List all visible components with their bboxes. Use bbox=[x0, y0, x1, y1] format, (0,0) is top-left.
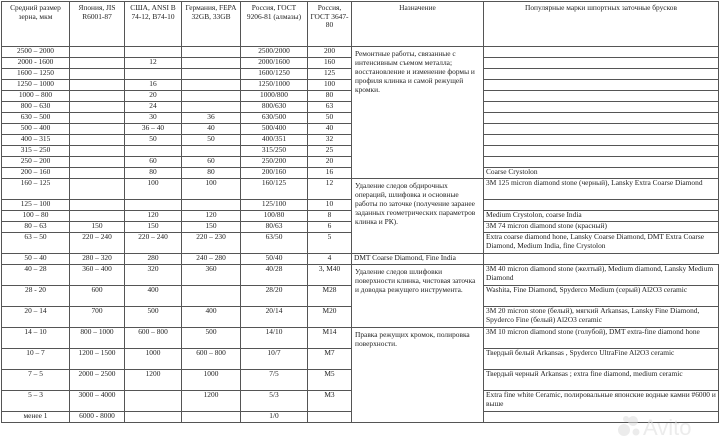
brands-cell: Medium Crystolon, coarse India bbox=[484, 211, 719, 222]
cell-fepa bbox=[182, 286, 241, 307]
brands-cell bbox=[484, 200, 719, 211]
cell-jis bbox=[70, 80, 125, 91]
cell-gost9206: 1/0 bbox=[241, 412, 308, 423]
cell-ansi: 20 bbox=[125, 91, 182, 102]
brands-cell bbox=[484, 102, 719, 113]
cell-jis: 600 bbox=[70, 286, 125, 307]
cell-fepa: 220 – 230 bbox=[182, 233, 241, 254]
brands-cell: Washita, Fine Diamond, Spyderco Medium (серый) Al2O3 ceramic bbox=[484, 286, 719, 307]
cell-gost3647: 80 bbox=[308, 91, 352, 102]
cell-ansi: 120 bbox=[125, 211, 182, 222]
cell-ansi: 320 bbox=[125, 265, 182, 286]
cell-fepa: 1200 bbox=[182, 391, 241, 412]
cell-jis bbox=[70, 200, 125, 211]
purpose-cell: Правка режущих кромок, полировка поверхности. bbox=[352, 328, 484, 423]
purpose-cell: Удаление следов шлифовки поверхности клинка, чистовая заточка и доводка режущего инструмента. bbox=[352, 265, 484, 328]
cell-gost9206: 2500/2000 bbox=[241, 47, 308, 58]
brands-cell bbox=[484, 146, 719, 157]
cell-size: 40 – 28 bbox=[2, 265, 70, 286]
cell-ansi: 150 bbox=[125, 222, 182, 233]
grit-comparison-table bbox=[1, 1, 719, 423]
cell-fepa: 500 bbox=[182, 328, 241, 349]
cell-jis bbox=[70, 113, 125, 124]
cell-gost3647: 25 bbox=[308, 146, 352, 157]
cell-size: 63 – 50 bbox=[2, 233, 70, 254]
cell-ansi: 36 – 40 bbox=[125, 124, 182, 135]
cell-jis: 6000 - 8000 bbox=[70, 412, 125, 423]
cell-jis bbox=[70, 146, 125, 157]
brands-cell: Extra fine white Ceramic, полировальные японские водные камни #6000 и выше bbox=[484, 391, 719, 412]
cell-size: 28 - 20 bbox=[2, 286, 70, 307]
cell-gost9206: 1250/1000 bbox=[241, 80, 308, 91]
cell-size: 100 – 80 bbox=[2, 211, 70, 222]
cell-ansi: 100 bbox=[125, 179, 182, 200]
cell-gost9206: 50/40 bbox=[241, 254, 308, 265]
cell-size: 250 – 200 bbox=[2, 157, 70, 168]
brands-cell: Coarse Crystolon bbox=[484, 168, 719, 179]
cell-gost9206: 14/10 bbox=[241, 328, 308, 349]
cell-gost3647: 125 bbox=[308, 69, 352, 80]
cell-fepa bbox=[182, 58, 241, 69]
cell-size: 125 – 100 bbox=[2, 200, 70, 211]
cell-ansi: 50 bbox=[125, 135, 182, 146]
brands-cell: 3M 20 micron stone (белый), мягкий Arkansas, Lansky Fine Diamond, Spyderco Fine (белый) Al2O3 ceramic bbox=[484, 307, 719, 328]
cell-ansi: 16 bbox=[125, 80, 182, 91]
cell-ansi bbox=[125, 69, 182, 80]
cell-jis: 1200 – 1500 bbox=[70, 349, 125, 370]
cell-fepa bbox=[182, 47, 241, 58]
cell-fepa: 360 bbox=[182, 265, 241, 286]
cell-ansi bbox=[125, 47, 182, 58]
cell-jis bbox=[70, 69, 125, 80]
cell-jis: 3000 – 4000 bbox=[70, 391, 125, 412]
cell-fepa bbox=[182, 200, 241, 211]
header-brands: Популярные марки шпортных заточные брусков bbox=[484, 2, 719, 47]
cell-fepa bbox=[182, 412, 241, 423]
cell-fepa: 1000 bbox=[182, 370, 241, 391]
cell-gost9206: 400/351 bbox=[241, 135, 308, 146]
cell-gost9206: 315/250 bbox=[241, 146, 308, 157]
cell-gost9206: 2000/1600 bbox=[241, 58, 308, 69]
cell-fepa bbox=[182, 146, 241, 157]
cell-size: 800 – 630 bbox=[2, 102, 70, 113]
cell-size: 20 – 14 bbox=[2, 307, 70, 328]
avito-logo-icon bbox=[618, 416, 640, 436]
cell-jis bbox=[70, 47, 125, 58]
table-row bbox=[2, 265, 719, 286]
cell-jis bbox=[70, 58, 125, 69]
cell-ansi bbox=[125, 412, 182, 423]
cell-gost3647: М3 bbox=[308, 391, 352, 412]
cell-gost3647: 16 bbox=[308, 168, 352, 179]
brands-cell bbox=[484, 58, 719, 69]
cell-ansi bbox=[125, 391, 182, 412]
cell-fepa bbox=[182, 80, 241, 91]
cell-size: 160 – 125 bbox=[2, 179, 70, 200]
cell-jis bbox=[70, 102, 125, 113]
cell-size: менее 1 bbox=[2, 412, 70, 423]
brands-cell bbox=[484, 124, 719, 135]
cell-size: 1600 – 1250 bbox=[2, 69, 70, 80]
cell-size: 200 – 160 bbox=[2, 168, 70, 179]
cell-fepa: 50 bbox=[182, 135, 241, 146]
brands-cell: DMT Coarse Diamond, Fine India bbox=[352, 254, 484, 265]
cell-fepa: 240 – 280 bbox=[182, 254, 241, 265]
cell-gost3647: 100 bbox=[308, 80, 352, 91]
cell-size: 2500 – 2000 bbox=[2, 47, 70, 58]
cell-jis bbox=[70, 157, 125, 168]
cell-gost9206: 100/80 bbox=[241, 211, 308, 222]
cell-gost9206: 10/7 bbox=[241, 349, 308, 370]
brands-cell bbox=[484, 91, 719, 102]
cell-gost9206: 125/100 bbox=[241, 200, 308, 211]
cell-size: 400 – 315 bbox=[2, 135, 70, 146]
cell-gost9206: 5/3 bbox=[241, 391, 308, 412]
avito-wordmark: Avito bbox=[643, 415, 692, 440]
header-ansi: США, ANSI B 74-12, B74-10 bbox=[125, 2, 182, 47]
cell-gost3647: М20 bbox=[308, 307, 352, 328]
table-row bbox=[2, 179, 719, 200]
cell-ansi: 80 bbox=[125, 168, 182, 179]
cell-fepa: 36 bbox=[182, 113, 241, 124]
cell-fepa: 100 bbox=[182, 179, 241, 200]
cell-ansi: 400 bbox=[125, 286, 182, 307]
header-jis: Япония, JIS R6001-87 bbox=[70, 2, 125, 47]
cell-fepa: 40 bbox=[182, 124, 241, 135]
brands-cell: Extra coarse diamond hone, Lansky Coarse Diamond, DMT Extra Coarse Diamond, Medium India, fine Crystolon bbox=[484, 233, 719, 254]
cell-size: 1250 – 1000 bbox=[2, 80, 70, 91]
cell-size: 14 – 10 bbox=[2, 328, 70, 349]
cell-gost3647: 10 bbox=[308, 200, 352, 211]
cell-gost3647 bbox=[308, 412, 352, 423]
cell-size: 50 – 40 bbox=[2, 254, 70, 265]
cell-jis bbox=[70, 91, 125, 102]
cell-gost9206: 200/160 bbox=[241, 168, 308, 179]
cell-jis: 800 – 1000 bbox=[70, 328, 125, 349]
brands-cell: 3M 10 micron diamond stone (голубой), DMT extra-fine diamond hone bbox=[484, 328, 719, 349]
cell-fepa: 120 bbox=[182, 211, 241, 222]
cell-gost3647: М5 bbox=[308, 370, 352, 391]
table-row bbox=[2, 254, 719, 265]
cell-gost3647: 50 bbox=[308, 113, 352, 124]
avito-watermark bbox=[616, 411, 712, 441]
table-row bbox=[2, 47, 719, 58]
cell-gost9206: 20/14 bbox=[241, 307, 308, 328]
cell-size: 2000 - 1600 bbox=[2, 58, 70, 69]
cell-jis bbox=[70, 179, 125, 200]
cell-gost3647: М28 bbox=[308, 286, 352, 307]
cell-ansi: 24 bbox=[125, 102, 182, 113]
cell-gost9206: 7/5 bbox=[241, 370, 308, 391]
cell-fepa bbox=[182, 102, 241, 113]
cell-gost9206: 28/20 bbox=[241, 286, 308, 307]
cell-gost3647: 8 bbox=[308, 211, 352, 222]
brands-cell bbox=[484, 113, 719, 124]
cell-jis: 360 – 400 bbox=[70, 265, 125, 286]
cell-gost3647: 20 bbox=[308, 157, 352, 168]
cell-ansi: 1200 bbox=[125, 370, 182, 391]
header-gost9206: Россия, ГОСТ 9206-81 (алмазы) bbox=[241, 2, 308, 47]
table-row bbox=[2, 328, 719, 349]
cell-gost3647: 4 bbox=[308, 254, 352, 265]
cell-fepa bbox=[182, 91, 241, 102]
cell-jis bbox=[70, 124, 125, 135]
brands-cell: Твердый черный Arkansas ; extra fine diamond, medium ceramic bbox=[484, 370, 719, 391]
cell-gost9206: 80/63 bbox=[241, 222, 308, 233]
cell-ansi bbox=[125, 146, 182, 157]
cell-gost9206: 500/400 bbox=[241, 124, 308, 135]
header-gost3647: Россия, ГОСТ 3647-80 bbox=[308, 2, 352, 47]
header-purpose: Назначение bbox=[352, 2, 484, 47]
cell-jis bbox=[70, 135, 125, 146]
cell-ansi: 600 – 800 bbox=[125, 328, 182, 349]
brands-cell: 3M 40 micron diamond stone (желтый), Medium diamond, Lansky Medium Diamond bbox=[484, 265, 719, 286]
header-fepa: Германия, FEPA 32GB, 33GB bbox=[182, 2, 241, 47]
brands-cell: 3M 125 micron diamond stone (черный), Lansky Extra Coarse Diamond bbox=[484, 179, 719, 200]
brands-cell bbox=[484, 157, 719, 168]
cell-ansi: 500 bbox=[125, 307, 182, 328]
cell-ansi: 12 bbox=[125, 58, 182, 69]
cell-gost9206: 160/125 bbox=[241, 179, 308, 200]
cell-ansi: 220 – 240 bbox=[125, 233, 182, 254]
cell-jis: 700 bbox=[70, 307, 125, 328]
cell-gost9206: 630/500 bbox=[241, 113, 308, 124]
cell-gost9206: 40/28 bbox=[241, 265, 308, 286]
cell-gost9206: 250/200 bbox=[241, 157, 308, 168]
cell-gost3647: 6 bbox=[308, 222, 352, 233]
cell-size: 1000 – 800 bbox=[2, 91, 70, 102]
cell-gost3647: 160 bbox=[308, 58, 352, 69]
cell-gost3647: 63 bbox=[308, 102, 352, 113]
cell-gost3647: 40 bbox=[308, 124, 352, 135]
cell-jis: 280 – 320 bbox=[70, 254, 125, 265]
cell-size: 630 – 500 bbox=[2, 113, 70, 124]
brands-cell bbox=[484, 135, 719, 146]
cell-gost9206: 1000/800 bbox=[241, 91, 308, 102]
cell-gost3647: М7 bbox=[308, 349, 352, 370]
brands-cell bbox=[484, 69, 719, 80]
cell-fepa: 80 bbox=[182, 168, 241, 179]
cell-size: 315 – 250 bbox=[2, 146, 70, 157]
cell-ansi: 60 bbox=[125, 157, 182, 168]
cell-jis: 2000 – 2500 bbox=[70, 370, 125, 391]
cell-size: 80 – 63 bbox=[2, 222, 70, 233]
cell-gost3647: 200 bbox=[308, 47, 352, 58]
cell-size: 7 – 5 bbox=[2, 370, 70, 391]
cell-gost9206: 1600/1250 bbox=[241, 69, 308, 80]
cell-ansi: 30 bbox=[125, 113, 182, 124]
cell-gost3647: 3, М40 bbox=[308, 265, 352, 286]
cell-gost9206: 63/50 bbox=[241, 233, 308, 254]
cell-jis: 220 – 240 bbox=[70, 233, 125, 254]
brands-cell: Твердый белый Arkansas , Spyderco UltraFine Al2O3 ceramic bbox=[484, 349, 719, 370]
cell-ansi bbox=[125, 200, 182, 211]
cell-gost3647: 32 bbox=[308, 135, 352, 146]
cell-size: 500 – 400 bbox=[2, 124, 70, 135]
cell-ansi: 280 bbox=[125, 254, 182, 265]
cell-fepa: 150 bbox=[182, 222, 241, 233]
purpose-cell: Удаление следов обдирочных операций, шлифовка и основные работы по заточке (получение заранее заданных геометрических параметров клинка и РК). bbox=[352, 179, 484, 254]
cell-gost3647: 5 bbox=[308, 233, 352, 254]
cell-gost3647: М14 bbox=[308, 328, 352, 349]
cell-fepa: 400 bbox=[182, 307, 241, 328]
cell-fepa: 600 – 800 bbox=[182, 349, 241, 370]
brands-cell bbox=[484, 80, 719, 91]
cell-jis bbox=[70, 168, 125, 179]
cell-jis: 150 bbox=[70, 222, 125, 233]
cell-gost3647: 12 bbox=[308, 179, 352, 200]
brands-cell bbox=[484, 47, 719, 58]
cell-size: 5 – 3 bbox=[2, 391, 70, 412]
cell-gost9206: 800/630 bbox=[241, 102, 308, 113]
header-size: Средний размер зерна, мкм bbox=[2, 2, 70, 47]
cell-ansi: 1000 bbox=[125, 349, 182, 370]
brands-cell: 3M 74 micron diamond stone (красный) bbox=[484, 222, 719, 233]
cell-size: 10 – 7 bbox=[2, 349, 70, 370]
cell-fepa bbox=[182, 69, 241, 80]
purpose-cell: Ремонтные работы, связанные с интенсивным съемом металла; восстановление и изменение формы и профиля клинка и самой режущей кромки. bbox=[352, 47, 484, 179]
cell-fepa: 60 bbox=[182, 157, 241, 168]
cell-jis bbox=[70, 211, 125, 222]
